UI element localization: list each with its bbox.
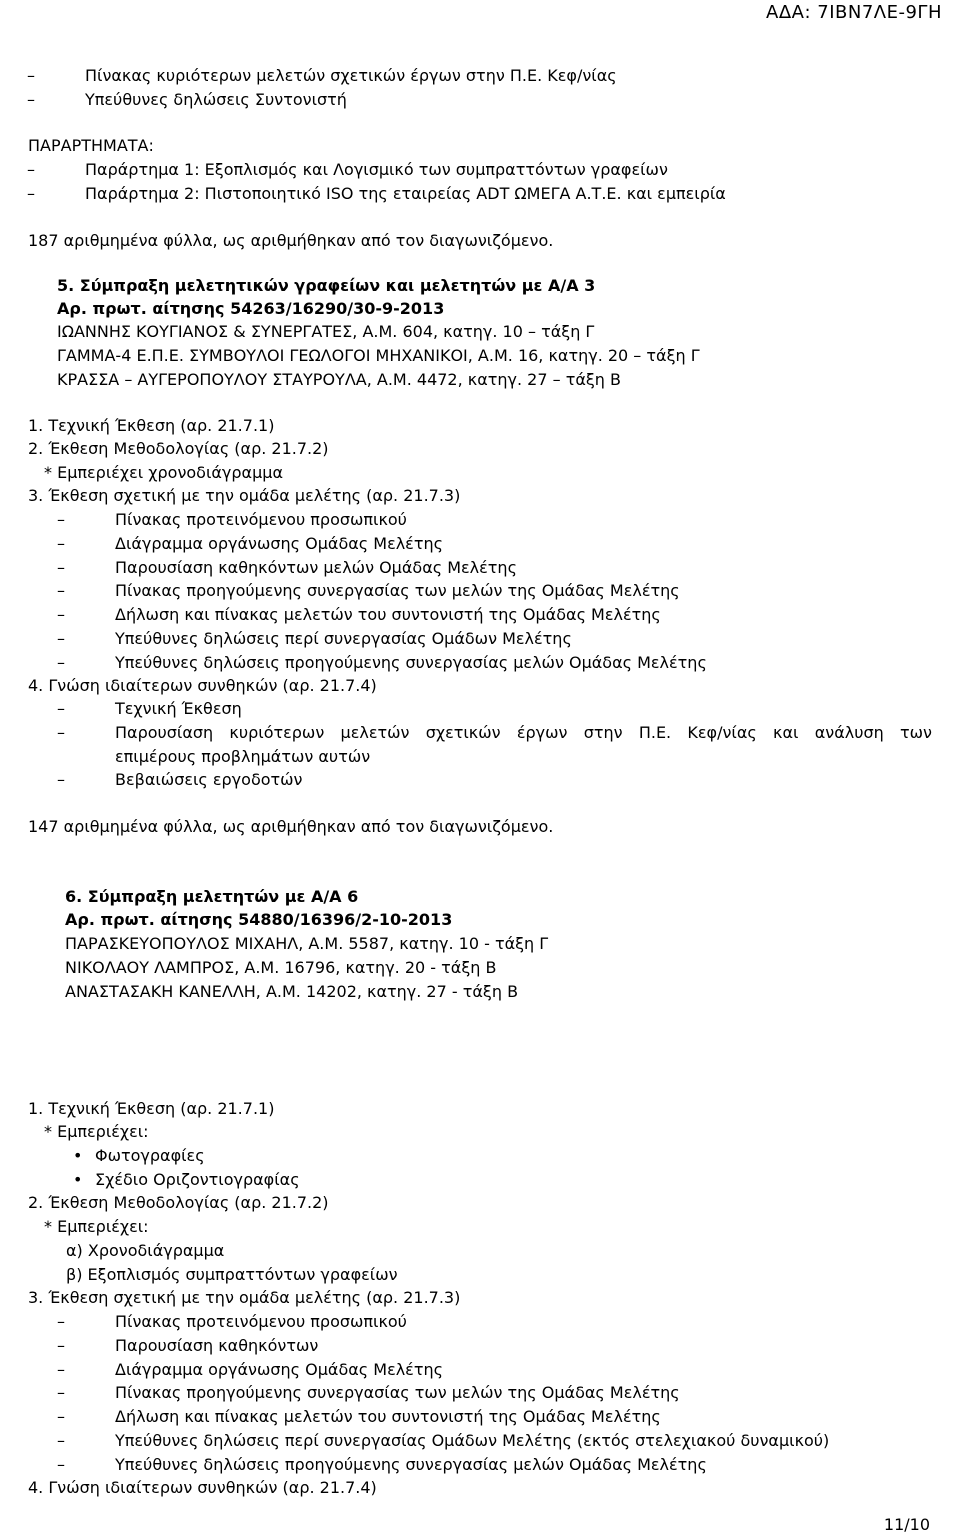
list-item: – Υπεύθυνες δηλώσεις περί συνεργασίας Ομάδων Μελέτης [115,628,572,650]
section-title: 6. Σύμπραξη μελετητών με Α/Α 6 [65,887,359,906]
page-number: 11/10 [883,1515,930,1534]
member-line: ΑΝΑΣΤΑΣΑΚΗ ΚΑΝΕΛΛΗ, Α.Μ. 14202, κατηγ. 27 - τάξη Β [65,982,519,1001]
list-item: – Βεβαιώσεις εργοδοτών [115,769,302,791]
sub-item: α) Χρονοδιάγραμμα [66,1241,225,1260]
list-item: – Παρουσίαση καθηκόντων [115,1335,318,1357]
list-item: – Πίνακας κυριότερων μελετών σχετικών έργων στην Π.Ε. Κεφ/νίας [85,65,617,87]
list-item: – Υπεύθυνες δηλώσεις προηγούμενης συνεργασίας μελών Ομάδας Μελέτης [115,1454,707,1476]
sheet-count: 147 αριθμημένα φύλλα, ως αριθμήθηκαν από τον διαγωνιζόμενο. [28,817,554,836]
list-item: – Υπεύθυνες δηλώσεις Συντονιστή [85,89,347,111]
item-heading: 4. Γνώση ιδιαίτερων συνθηκών (αρ. 21.7.4) [28,676,377,695]
member-line: ΚΡΑΣΣΑ – ΑΥΓΕΡΟΠΟΥΛΟΥ ΣΤΑΥΡΟΥΛΑ, Α.Μ. 4472, κατηγ. 27 – τάξη Β [57,370,622,389]
protocol-number: Αρ. πρωτ. αίτησης 54263/16290/30-9-2013 [57,299,445,318]
member-line: ΙΩΑΝΝΗΣ ΚΟΥΓΙΑΝΟΣ & ΣΥΝΕΡΓΑΤΕΣ, Α.Μ. 604, κατηγ. 10 – τάξη Γ [57,322,595,341]
item-heading: 2. Έκθεση Μεθοδολογίας (αρ. 21.7.2) [28,1193,329,1212]
item-heading: 3. Έκθεση σχετική με την ομάδα μελέτης (αρ. 21.7.3) [28,1288,461,1307]
sub-item: β) Εξοπλισμός συμπραττόντων γραφείων [66,1265,398,1284]
list-item: – Παράρτημα 1: Εξοπλισμός και Λογισμικό των συμπραττόντων γραφείων [85,159,668,181]
list-item-continuation: επιμέρους προβλημάτων αυτών [115,747,371,766]
sheet-count: 187 αριθμημένα φύλλα, ως αριθμήθηκαν από τον διαγωνιζόμενο. [28,231,554,250]
protocol-number: Αρ. πρωτ. αίτησης 54880/16396/2-10-2013 [65,910,453,929]
bullet-item: • Φωτογραφίες [95,1145,205,1167]
item-note: * Εμπεριέχει χρονοδιάγραμμα [44,463,284,482]
list-item: – Παρουσίαση καθηκόντων μελών Ομάδας Μελέτης [115,557,517,579]
item-heading: 3. Έκθεση σχετική με την ομάδα μελέτης (αρ. 21.7.3) [28,486,461,505]
member-line: ΠΑΡΑΣΚΕΥΟΠΟΥΛΟΣ ΜΙΧΑΗΛ, Α.Μ. 5587, κατηγ. 10 - τάξη Γ [65,934,549,953]
member-line: ΝΙΚΟΛΑΟΥ ΛΑΜΠΡΟΣ, Α.Μ. 16796, κατηγ. 20 - τάξη Β [65,958,497,977]
list-item: – Διάγραμμα οργάνωσης Ομάδας Μελέτης [115,1359,443,1381]
list-item: – Δήλωση και πίνακας μελετών του συντονιστή της Ομάδας Μελέτης [115,1406,661,1428]
item-heading: 4. Γνώση ιδιαίτερων συνθηκών (αρ. 21.7.4) [28,1478,377,1497]
list-item: – Παρουσίαση κυριότερων μελετών σχετικών έργων στην Π.Ε. Κεφ/νίας και ανάλυση των [115,722,932,744]
list-item: – Παράρτημα 2: Πιστοποιητικό ISO της εταιρείας ADT ΩΜΕΓΑ Α.Τ.Ε. και εμπειρία [85,183,726,205]
list-item: – Πίνακας προτεινόμενου προσωπικού [115,509,407,531]
item-note: * Εμπεριέχει: [44,1217,149,1236]
ada-code: ΑΔΑ: 7ΙΒΝ7ΛΕ-9ΓΗ [766,2,942,23]
list-item: – Τεχνική Έκθεση [115,698,242,720]
list-item: – Πίνακας προηγούμενης συνεργασίας των μελών της Ομάδας Μελέτης [115,1382,680,1404]
list-item: – Πίνακας προηγούμενης συνεργασίας των μελών της Ομάδας Μελέτης [115,580,680,602]
list-item: – Διάγραμμα οργάνωσης Ομάδας Μελέτης [115,533,443,555]
item-note: * Εμπεριέχει: [44,1122,149,1141]
item-heading: 2. Έκθεση Μεθοδολογίας (αρ. 21.7.2) [28,439,329,458]
list-item: – Υπεύθυνες δηλώσεις περί συνεργασίας Ομάδων Μελέτης (εκτός στελεχιακού δυναμικού) [115,1430,829,1452]
bullet-item: • Σχέδιο Οριζοντιογραφίας [95,1169,300,1191]
list-item: – Υπεύθυνες δηλώσεις προηγούμενης συνεργασίας μελών Ομάδας Μελέτης [115,652,707,674]
list-item: – Πίνακας προτεινόμενου προσωπικού [115,1311,407,1333]
item-heading: 1. Τεχνική Έκθεση (αρ. 21.7.1) [28,416,275,435]
section-title: 5. Σύμπραξη μελετητικών γραφείων και μελετητών με Α/Α 3 [57,276,596,295]
item-heading: 1. Τεχνική Έκθεση (αρ. 21.7.1) [28,1099,275,1118]
list-item: – Δήλωση και πίνακας μελετών του συντονιστή της Ομάδας Μελέτης [115,604,661,626]
member-line: ΓΑΜΜΑ-4 Ε.Π.Ε. ΣΥΜΒΟΥΛΟΙ ΓΕΩΛΟΓΟΙ ΜΗΧΑΝΙΚΟΙ, Α.Μ. 16, κατηγ. 20 – τάξη Γ [57,346,700,365]
annex-title: ΠΑΡΑΡΤΗΜΑΤΑ: [28,136,154,155]
